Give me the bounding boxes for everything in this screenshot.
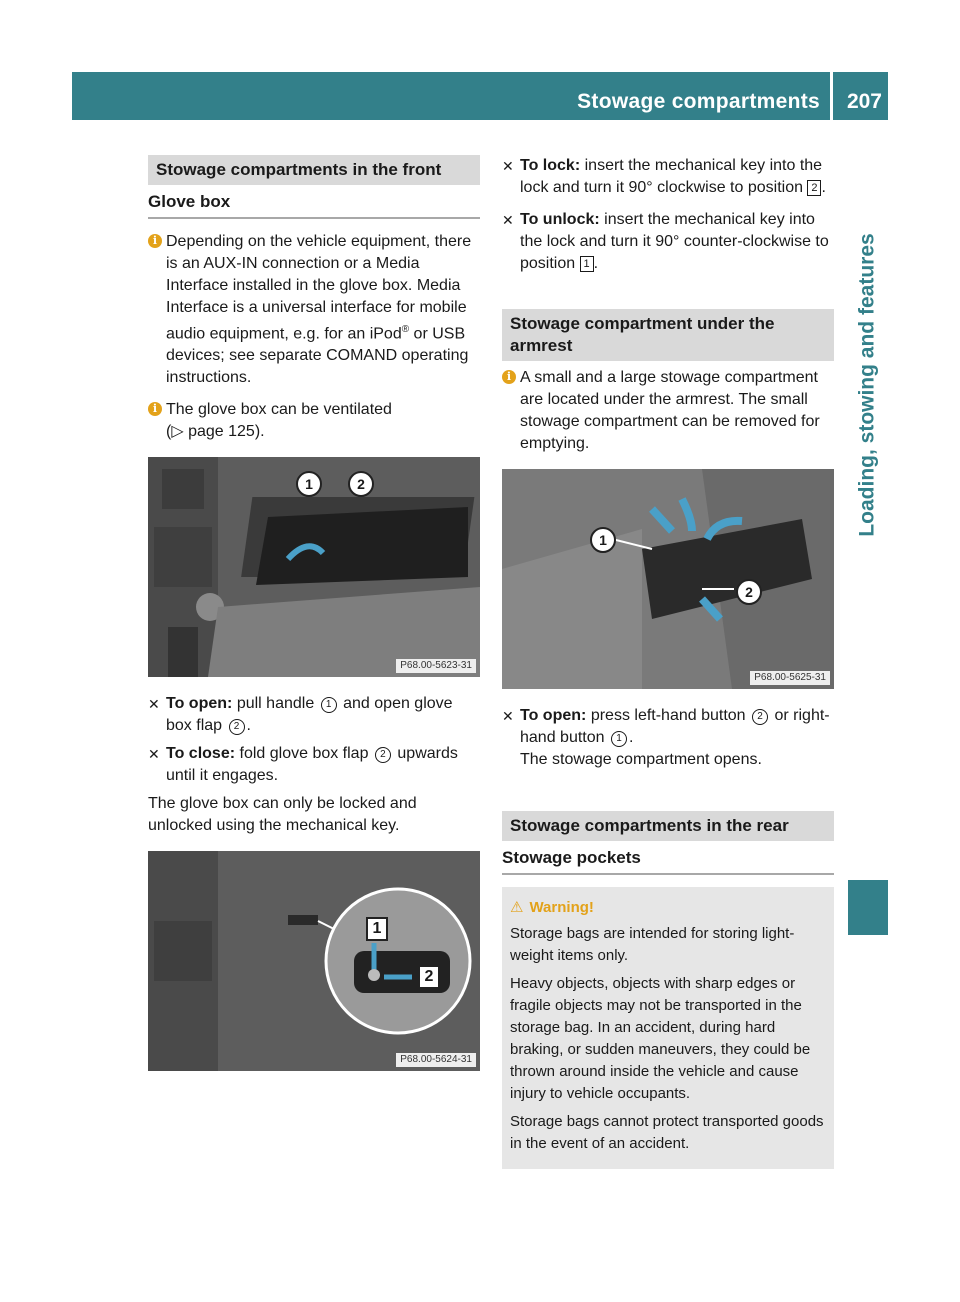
photo-code: P68.00-5623-31	[396, 659, 476, 673]
lock-position-2-label: 2	[418, 965, 440, 989]
info-icon: i	[502, 370, 516, 384]
header-divider	[830, 72, 833, 120]
header-title: Stowage compartments	[577, 90, 820, 113]
step-arrow-icon: ✕	[148, 696, 160, 713]
warning-title: ⚠ Warning!	[510, 899, 594, 916]
sub-heading-pockets: Stowage pockets	[502, 847, 834, 875]
info-icon: i	[148, 234, 162, 248]
step-unlock-glove-box: ✕ To unlock: insert the mechanical key into the lock and turn it 90° counter-clockwise to position 1 .	[502, 211, 829, 272]
section-heading-rear: Stowage compartments in the rear	[502, 811, 834, 841]
left-column	[148, 155, 480, 1087]
callout-2: 2	[736, 579, 762, 605]
chapter-tab-label: Loading, stowing and features	[856, 233, 880, 537]
glove-box-photo	[148, 457, 480, 677]
warning-paragraph: Storage bags are intended for storing light-weight items only.	[510, 925, 795, 964]
step-lock-glove-box: ✕ To lock: insert the mechanical key into the lock and turn it 90° clockwise to position 2 .	[502, 157, 826, 196]
step-close-glove-box: ✕ To close: fold glove box flap 2 upwards until it engages.	[148, 745, 458, 785]
callout-2: 2	[348, 471, 374, 497]
glove-box-lock-illustration	[148, 851, 480, 1071]
warning-paragraph: Storage bags cannot protect transported goods in the event of an accident.	[510, 1113, 824, 1152]
glove-box-lock-photo	[148, 851, 480, 1071]
sub-heading-glove-box: Glove box	[148, 191, 480, 219]
step-open-armrest: ✕ To open: press left-hand button 2 or right-hand button 1 . The stowage compartment opens.	[502, 707, 830, 768]
page-reference-link[interactable]: (▷ page 125).	[166, 423, 265, 441]
step-arrow-icon: ✕	[148, 746, 160, 763]
step-open-glove-box: ✕ To open: pull handle 1 and open glove box flap 2 .	[148, 695, 453, 735]
armrest-illustration	[502, 469, 834, 689]
lock-info-text: The glove box can only be locked and unlocked using the mechanical key.	[148, 795, 417, 835]
info-note-ventilation: i The glove box can be ventilated (▷ page 125).	[148, 399, 480, 443]
info-icon: i	[148, 402, 162, 416]
photo-code: P68.00-5625-31	[750, 671, 830, 685]
page-number: 207	[846, 90, 882, 113]
photo-code: P68.00-5624-31	[396, 1053, 476, 1067]
section-heading-armrest: Stowage compartment under the armrest	[502, 309, 834, 361]
lock-position-1-label: 1	[366, 917, 388, 941]
chapter-tab	[848, 120, 888, 650]
step-arrow-icon: ✕	[502, 212, 514, 228]
armrest-photo	[502, 469, 834, 689]
warning-paragraph: Heavy objects, objects with sharp edges or fragile objects may not be transported in the storage bag. In an accident, during hard braking, or sudden maneuvers, they could be thrown around inside the vehicle and cause injury to vehicle occupants.	[510, 975, 811, 1102]
chapter-marker	[848, 880, 888, 935]
info-note-aux: i Depending on the vehicle equipment, there is an AUX-IN connection or a Media Interface installed in the glove box. Media Interface is a universal interface for mobile audio equipment, e.g. for an iPod® or USB devices; see separate COMAND operating instructions.	[148, 231, 480, 389]
step-result-text: The stowage compartment opens.	[520, 751, 762, 768]
info-note-armrest: i A small and a large stowage compartment are located under the armrest. The small stowage compartment can be removed for emptying.	[502, 367, 834, 455]
page-header	[72, 72, 888, 120]
step-arrow-icon: ✕	[502, 708, 514, 724]
callout-1: 1	[296, 471, 322, 497]
warning-box	[502, 887, 834, 1169]
warning-triangle-icon: ⚠	[510, 899, 524, 916]
step-arrow-icon: ✕	[502, 158, 514, 174]
callout-1: 1	[590, 527, 616, 553]
right-column	[502, 155, 834, 1169]
section-heading-front: Stowage compartments in the front	[148, 155, 480, 185]
